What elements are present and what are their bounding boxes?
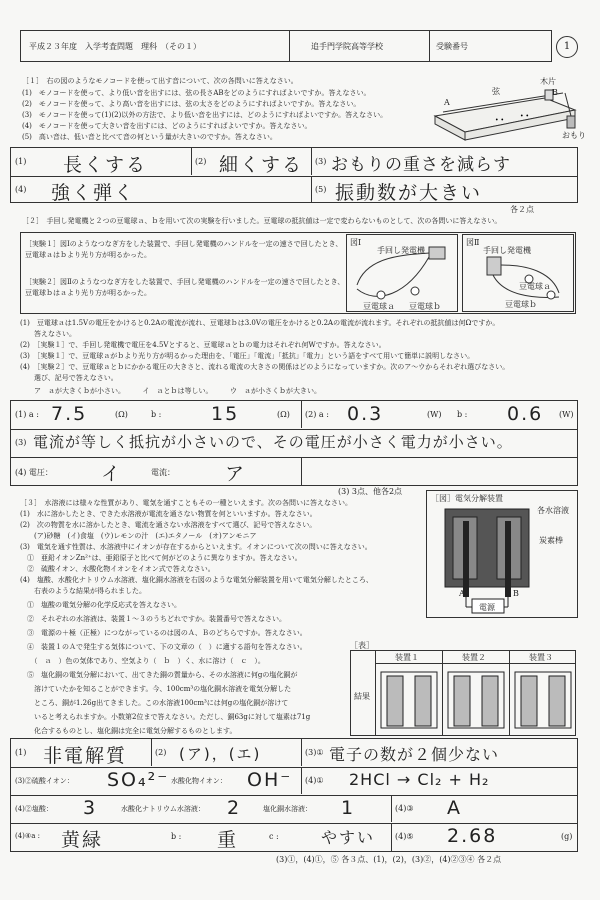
- q3-item-3: (3) 電気を通す性質は、水溶液中にイオンが存在するからといえます。イオンについて次の問いに答えなさい。: [20, 543, 372, 551]
- q3-r1-answer1: 非電解質: [43, 745, 128, 767]
- q3-electrolysis-diagram: [427, 491, 577, 617]
- q2-r1-num: (1) a :: [15, 410, 39, 419]
- q2-r2-answer: 電流が等しく抵抗が小さいので、その電圧が小さく電力が小さい。: [33, 433, 513, 451]
- q2-answer-grid: [10, 400, 578, 486]
- q3-r1-num3: (3)①: [305, 748, 324, 757]
- svg-text:• •: • •: [495, 117, 504, 124]
- q3-item-4-1: ① 塩酸の電気分解の化学反応式を答えなさい。: [20, 601, 181, 609]
- q2-choices: ア ａが大きくｂが小さい。 イ ａとｂは等しい。 ウ ａが小さくｂが大きい。: [34, 387, 321, 395]
- q2-r1-a2-unit: (W): [427, 410, 442, 419]
- q3-electrolysis-figure: [426, 490, 578, 618]
- q3-r3-label1: (4)②塩酸：: [15, 805, 53, 813]
- school-name: 追手門学院高等学校: [311, 42, 383, 51]
- q1-answer-1: 長くする: [63, 154, 148, 176]
- q3-r4-num4: (4)⑤: [395, 832, 414, 841]
- q2-r1-a-unit: (Ω): [115, 410, 128, 419]
- q3-r4-label-c: c :: [269, 832, 279, 841]
- q2-r1-a2-value: 0.3: [347, 403, 384, 425]
- q3-table-col-2: 装置２: [462, 653, 486, 662]
- q3-r3-naoh: 2: [227, 797, 242, 819]
- q3-r4-mass: 2.68: [447, 825, 498, 847]
- q3-r2-hydroxide: OH⁻: [247, 769, 293, 791]
- q2-figure-1: [346, 234, 458, 312]
- q3-answer-grid: [10, 738, 578, 852]
- q2-item-3: (3) ［実験１］で、豆電球ａがｂより光り方が明るかった理由を、「電圧」「電流」「抵抗」「電力」という語をすべて用いて簡単に説明しなさい。: [20, 352, 475, 360]
- fig2-title: 図Ⅱ: [466, 238, 480, 247]
- q3-r4-color: 黄緑: [61, 829, 104, 851]
- fig1-circuit: [347, 235, 457, 311]
- q1-item-1: (1) モノコードを使って、より低い音を出すには、弦の長さABをどのようにすればよいですか。答えなさい。: [22, 89, 371, 97]
- q3-r3-label3: 塩化銅水溶液：: [263, 805, 312, 813]
- q3-item-4-4b: （ ａ ）色の気体であり、空気より（ ｂ ）く、水に溶け（ ｃ ）。: [20, 657, 265, 665]
- fig-label-a: A: [444, 98, 450, 107]
- q1-num-1: (1): [15, 157, 27, 166]
- q1-score-note: 各２点: [510, 205, 534, 214]
- q3-results-table: [350, 650, 576, 736]
- q3-table-title: ［表］: [350, 641, 374, 650]
- q1-item-2: (2) モノコードを使って、より高い音を出すには、弦の太さをどのようにすればよいですか。答えなさい。: [22, 100, 361, 108]
- q2-r1-b-label: b :: [151, 410, 162, 419]
- q3-r3-hcl: 3: [83, 797, 98, 819]
- fig1-generator: 手回し発電機: [377, 246, 425, 255]
- q3-r2-equation: 2HCl → Cl₂ + H₂: [349, 770, 490, 789]
- q2-r3-current-answer: ア: [225, 463, 247, 485]
- q3-r1-num1: (1): [15, 748, 27, 757]
- q3-r3-electrode: A: [447, 797, 462, 819]
- q3-item-4b: 右表のような結果が得られました。: [20, 587, 146, 595]
- q2-item-4: (4) ［実験２］で、豆電球ａとｂにかかる電圧の大きさと、流れる電流の大きさの関係はどのようになっていますか。次のア〜ウからそれぞれ選びなさい。: [20, 363, 510, 371]
- monochord-figure: [425, 76, 585, 146]
- q1-item-3: (3) モノコードを使って(1)(2)以外の方法で、より低い音を出すには、どのようにすればよいですか。答えなさい。: [22, 111, 388, 119]
- q3-r2-num3: (4)①: [305, 776, 324, 785]
- q3-r2-label2: 水酸化物イオン：: [171, 777, 227, 785]
- q3-table-col-1: 装置１: [395, 653, 419, 662]
- q1-num-5: (5): [315, 185, 327, 194]
- q1-num-4: (4): [15, 185, 27, 194]
- q1-answer-2: 細くする: [219, 154, 304, 176]
- q1-answer-4: 強く弾く: [51, 182, 136, 204]
- q3-table-row-label: 結果: [354, 692, 370, 701]
- q3-r2-sulfate: SO₄²⁻: [107, 769, 170, 791]
- q2-r2-num: (3): [15, 438, 27, 447]
- q2-r1-b-value: 15: [211, 403, 240, 425]
- q3-item-3-1: ① 亜鉛イオンZn²⁺は、亜鉛原子と比べて何がどのように異なりますか。答えなさい。: [20, 554, 302, 562]
- q3-item-4-5d: いると考えられますか。小数第2位まで答えなさい。ただし、銅63gに対して塩素は71g: [20, 713, 311, 721]
- page-number: 1: [556, 36, 578, 58]
- q1-answer-grid: [10, 147, 578, 203]
- fig-label-weight: おもり: [562, 131, 586, 140]
- q3-r4-label-a: (4)④a :: [15, 832, 40, 840]
- q1-num-2: (2): [195, 157, 207, 166]
- fig-label-b: B: [552, 88, 558, 97]
- q3-fig-a: A: [459, 589, 465, 598]
- q1-heading: ［１］ 右の図のようなモノコードを使って出す音について、次の各問いに答えなさい。: [22, 77, 298, 85]
- q2-r3-current-label: 電流：: [151, 468, 175, 477]
- q1-item-4: (4) モノコードを使って大きい音を出すには、どのようにすればよいですか。答えなさい。: [22, 122, 312, 130]
- q3-r3-label2: 水酸化ナトリウム水溶液：: [121, 805, 205, 813]
- q3-item-2-choices: (ア)砂糖 (イ)食塩 (ウ)レモンの汁 (エ)エタノール (オ)アンモニア: [20, 532, 257, 540]
- q3-fig-carbon-label: 炭素棒: [539, 536, 563, 545]
- q3-item-4-5b: 溶けていたかを知ることができます。今、100cm³の塩化銅水溶液を電気分解した: [20, 685, 292, 693]
- q3-r4-unit: (g): [561, 832, 573, 841]
- q3-fig-title: ［図］電気分解装置: [431, 494, 503, 503]
- svg-text:• •: • •: [520, 113, 529, 120]
- q3-r3-cucl2: 1: [341, 797, 356, 819]
- exam-number-label: 受験番号: [436, 42, 468, 51]
- q2-exp2: ［実験２］図Ⅱのようなつなぎ方をした装置で、手回し発電機のハンドルを一定の速さで回したとき、豆電球ｂはａより光り方が明るかった。: [25, 278, 345, 297]
- fig1-title: 図Ⅰ: [350, 238, 362, 247]
- q3-table-apparatus-drawings: [375, 664, 575, 736]
- q3-heading: ［３］ 水溶液には様々な性質があり、電気を通すこともその一種といえます。次の各問いに答えなさい。: [20, 499, 352, 507]
- exam-title: 平成２３年度 入学考査問題 理科 （その１）: [29, 42, 201, 51]
- q3-fig-power: 電源: [479, 603, 495, 612]
- q3-item-1: (1) 水に溶かしたとき、できた水溶液が電流を通さない物質を何といいますか。答えなさい。: [20, 510, 317, 518]
- q1-item-5: (5) 高い音は、低い音と比べて音の何という量が大きいのですか。答えなさい。: [22, 133, 277, 141]
- q2-r1-num2: (2) a :: [305, 410, 329, 419]
- q2-r1-b2-label: b :: [457, 410, 468, 419]
- q2-item-2: (2) ［実験１］で、手回し発電機で電圧を4.5Vとすると、豆電球ａとｂの電力はそれぞれ何Wですか。答えなさい。: [20, 341, 386, 349]
- q3-item-4-5e: 化合するものとし、塩化銅は完全に電気分解するものとします。: [20, 727, 237, 735]
- q3-r2-label1: (3)②硫酸イオン：: [15, 777, 74, 785]
- q3-fig-solution-label: 各水溶液: [537, 506, 569, 515]
- q3-r1-answer3: 電子の数が２個少ない: [329, 745, 500, 764]
- q2-r3-voltage-label: (4) 電圧：: [15, 468, 53, 477]
- q2-item-1: (1) 豆電球ａは1.5Vの電圧をかけると0.2Aの電流が流れ、豆電球ｂは3.0Vの電圧をかけると0.2Aの電流が流れます。それぞれの抵抗値は何Ωですか。: [20, 319, 500, 327]
- fig-label-bridge: 木片: [540, 77, 556, 86]
- q3-item-4-4: ④ 装置１のＡで発生する気体について、下の文章の（ ）に適する語句を答えなさい。: [20, 643, 307, 651]
- q1-answer-5: 振動数が大きい: [335, 182, 483, 204]
- q3-item-3-2: ② 硫酸イオン、水酸化物イオンをイオン式で答えなさい。: [20, 565, 215, 573]
- q2-score-note: (3) 3点、他各2点: [338, 487, 403, 496]
- q2-item-1b: 答えなさい。: [20, 330, 76, 338]
- q3-r1-num2: (2): [155, 748, 167, 757]
- q1-answer-3: おもりの重さを減らす: [331, 155, 511, 175]
- q1-num-3: (3): [315, 157, 327, 166]
- q2-heading: ［２］ 手回し発電機と２つの豆電球ａ、ｂを用いて次の実験を行いました。豆電球の抵抗値は一定で変わらないものとして、次の各問いに答えなさい。: [22, 217, 502, 225]
- fig2-bulb-a: 豆電球ａ: [519, 282, 551, 291]
- header-bar: [20, 30, 552, 62]
- q2-r1-b2-value: 0.6: [507, 403, 544, 425]
- q3-r4-label-b: b :: [171, 832, 182, 841]
- q2-r1-b-unit: (Ω): [277, 410, 290, 419]
- q2-figure-2: [462, 234, 574, 312]
- q3-item-4-3: ③ 電源の＋極（正極）につながっているのは図のＡ、Ｂのどちらですか。答えなさい。: [20, 629, 307, 637]
- fig-label-string: 弦: [492, 87, 500, 96]
- q3-fig-b: B: [513, 589, 519, 598]
- q2-r1-a-value: 7.5: [51, 403, 88, 425]
- q3-score-note: (3)①，(4)①，⑤ 各３点、(1)，(2)，(3)②，(4)②③④ 各２点: [276, 855, 502, 864]
- q3-item-2: (2) 次の物質を水に溶かしたとき、電流を通さない水溶液をすべて選び、記号で答えなさい。: [20, 521, 317, 529]
- q3-item-4-2: ② それぞれの水溶液は、装置１〜３のうちどれですか。装置番号で答えなさい。: [20, 615, 286, 623]
- fig2-bulb-b: 豆電球ｂ: [505, 300, 537, 309]
- q3-item-4-5: ⑤ 塩化銅の電気分解において、出てきた銅の質量から、その水溶液に何gの塩化銅が: [20, 671, 298, 679]
- q3-item-4-5c: ところ、銅が1.26g出てきました。この水溶液100cm³には何gの塩化銅が溶けて: [20, 699, 289, 707]
- q2-item-4b: 選び、記号で答えなさい。: [20, 374, 118, 382]
- q3-r1-answer2: (ア)，(エ): [179, 745, 262, 763]
- q3-item-4: (4) 塩酸、水酸化ナトリウム水溶液、塩化銅水溶液を右図のような電気分解装置を用いて電気分解したところ、: [20, 576, 373, 584]
- fig1-bulb-b: 豆電球ｂ: [409, 302, 441, 311]
- fig2-generator: 手回し発電機: [483, 246, 531, 255]
- q3-r3-num4: (4)③: [395, 804, 414, 813]
- q3-r4-solubility: やすい: [321, 828, 376, 847]
- q2-r3-voltage-answer: イ: [101, 463, 123, 485]
- q3-r4-density: 重: [217, 829, 239, 851]
- fig1-bulb-a: 豆電球ａ: [363, 302, 395, 311]
- q2-r1-b2-unit: (W): [559, 410, 574, 419]
- q3-table-col-3: 装置３: [529, 653, 553, 662]
- q2-exp1: ［実験１］図Ⅰのようなつなぎ方をした装置で、手回し発電機のハンドルを一定の速さで回したとき、豆電球ａはｂより光り方が明るかった。: [25, 240, 343, 259]
